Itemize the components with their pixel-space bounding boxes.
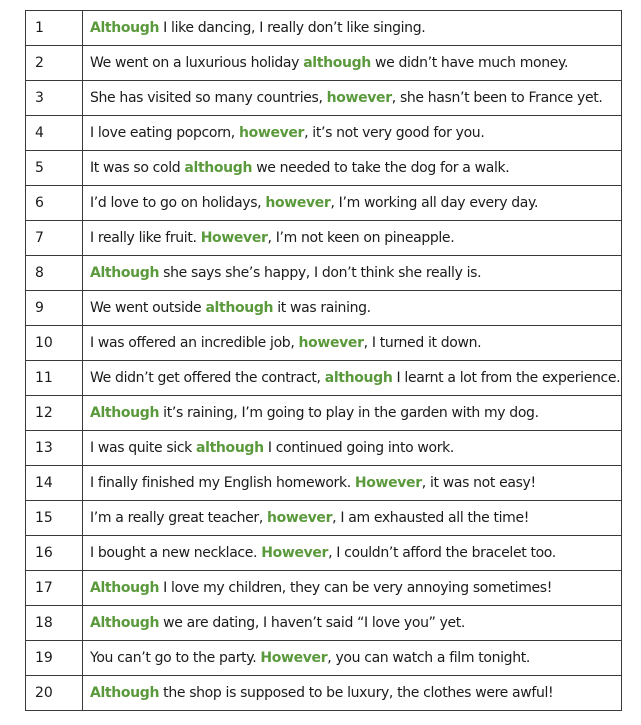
- row-number: 20: [26, 676, 83, 711]
- table-row: [26, 326, 622, 361]
- connector-keyword: although: [184, 159, 253, 176]
- sentence-cell: [83, 256, 622, 291]
- sentence-cell: [83, 116, 622, 151]
- sentence-text: , I am exhausted all the time!: [332, 509, 529, 526]
- connector-keyword: however: [298, 334, 364, 351]
- table-row: [26, 116, 622, 151]
- sentence-text: she says she’s happy, I don’t think she really is.: [159, 264, 482, 281]
- sentence-text: I’d love to go on holidays,: [90, 194, 266, 211]
- sentence-text: I bought a new necklace.: [90, 544, 262, 561]
- table-row: [26, 606, 622, 641]
- sentence-text: I was offered an incredible job,: [90, 334, 299, 351]
- row-number: 8: [26, 256, 83, 291]
- row-number: 12: [26, 396, 83, 431]
- sentence-text: I continued going into work.: [263, 439, 454, 456]
- connector-keyword: Although: [90, 579, 160, 596]
- sentence-cell: [83, 431, 622, 466]
- sentence-text: , you can watch a film tonight.: [327, 649, 530, 666]
- table-row: [26, 641, 622, 676]
- sentence-text: I learnt a lot from the experience.: [392, 369, 621, 386]
- table-row: [26, 431, 622, 466]
- connector-keyword: Although: [90, 404, 160, 421]
- sentence-cell: [83, 466, 622, 501]
- connector-keyword: although: [205, 299, 274, 316]
- row-number: 15: [26, 501, 83, 536]
- row-number: 18: [26, 606, 83, 641]
- table-row: [26, 11, 622, 46]
- connector-keyword: However: [354, 474, 422, 491]
- table-row: [26, 256, 622, 291]
- row-number: 13: [26, 431, 83, 466]
- sentence-text: I’m a really great teacher,: [90, 509, 268, 526]
- sentence-cell: [83, 641, 622, 676]
- connector-keyword: However: [261, 544, 329, 561]
- sentence-cell: [83, 571, 622, 606]
- sentence-text: I love eating popcorn,: [90, 124, 239, 141]
- sentence-text: , I couldn’t afford the bracelet too.: [328, 544, 556, 561]
- sentence-text: I love my children, they can be very annoying sometimes!: [159, 579, 552, 596]
- connector-keyword: however: [239, 124, 305, 141]
- row-number: 3: [26, 81, 83, 116]
- sentence-text: She has visited so many countries,: [90, 89, 327, 106]
- table-row: [26, 501, 622, 536]
- connector-keyword: however: [326, 89, 392, 106]
- connector-keyword: However: [200, 229, 268, 246]
- row-number: 14: [26, 466, 83, 501]
- row-number: 6: [26, 186, 83, 221]
- sentence-text: we are dating, I haven’t said “I love you” yet.: [159, 614, 466, 631]
- sentence-text: , it’s not very good for you.: [304, 124, 485, 141]
- sentence-text: , I turned it down.: [363, 334, 482, 351]
- connector-keyword: although: [196, 439, 264, 456]
- row-number: 10: [26, 326, 83, 361]
- sentence-text: the shop is supposed to be luxury, the clothes were awful!: [159, 684, 554, 701]
- row-number: 17: [26, 571, 83, 606]
- connector-keyword: Although: [90, 684, 160, 701]
- row-number: 11: [26, 361, 83, 396]
- sentence-text: I like dancing, I really don’t like singing.: [159, 19, 426, 36]
- table-row: [26, 46, 622, 81]
- sentence-cell: [83, 186, 622, 221]
- row-number: 16: [26, 536, 83, 571]
- connector-keyword: However: [260, 649, 328, 666]
- sentence-cell: [83, 536, 622, 571]
- connector-keyword: however: [267, 509, 333, 526]
- sentence-text: , I’m not keen on pineapple.: [267, 229, 455, 246]
- worksheet: [25, 10, 622, 711]
- table-row: [26, 361, 622, 396]
- sentence-text: we needed to take the dog for a walk.: [252, 159, 510, 176]
- sentence-text: it was raining.: [273, 299, 371, 316]
- row-number: 2: [26, 46, 83, 81]
- sentence-text: I finally finished my English homework.: [90, 474, 355, 491]
- sentence-table-body: [26, 11, 622, 711]
- sentence-text: We went outside: [90, 299, 206, 316]
- row-number: 9: [26, 291, 83, 326]
- sentence-cell: [83, 326, 622, 361]
- table-row: [26, 466, 622, 501]
- row-number: 1: [26, 11, 83, 46]
- sentence-cell: [83, 396, 622, 431]
- row-number: 7: [26, 221, 83, 256]
- table-row: [26, 676, 622, 711]
- sentence-cell: [83, 501, 622, 536]
- table-row: [26, 396, 622, 431]
- table-row: [26, 291, 622, 326]
- connector-keyword: however: [265, 194, 331, 211]
- row-number: 4: [26, 116, 83, 151]
- sentence-text: It was so cold: [90, 159, 185, 176]
- sentence-text: , it was not easy!: [421, 474, 536, 491]
- connector-keyword: Although: [90, 19, 160, 36]
- sentence-text: I was quite sick: [90, 439, 197, 456]
- sentence-cell: [83, 11, 622, 46]
- sentence-text: we didn’t have much money.: [370, 54, 569, 71]
- table-row: [26, 221, 622, 256]
- table-row: [26, 571, 622, 606]
- connector-keyword: although: [303, 54, 371, 71]
- sentence-cell: [83, 81, 622, 116]
- sentence-text: You can’t go to the party.: [90, 649, 261, 666]
- connector-keyword: although: [324, 369, 393, 386]
- table-row: [26, 186, 622, 221]
- sentence-cell: [83, 221, 622, 256]
- row-number: 19: [26, 641, 83, 676]
- table-row: [26, 151, 622, 186]
- sentence-text: , I’m working all day every day.: [330, 194, 539, 211]
- sentence-text: I really like fruit.: [90, 229, 201, 246]
- sentence-text: it’s raining, I’m going to play in the garden with my dog.: [159, 404, 539, 421]
- sentence-cell: [83, 151, 622, 186]
- sentence-cell: [83, 291, 622, 326]
- connector-keyword: Although: [90, 264, 160, 281]
- sentence-text: We didn’t get offered the contract,: [90, 369, 325, 386]
- sentence-cell: [83, 361, 622, 396]
- connector-keyword: Although: [90, 614, 160, 631]
- row-number: 5: [26, 151, 83, 186]
- sentence-cell: [83, 46, 622, 81]
- table-row: [26, 81, 622, 116]
- sentence-text: , she hasn’t been to France yet.: [391, 89, 603, 106]
- sentence-cell: [83, 606, 622, 641]
- sentence-text: We went on a luxurious holiday: [90, 54, 304, 71]
- sentence-cell: [83, 676, 622, 711]
- table-row: [26, 536, 622, 571]
- sentence-table: [25, 10, 622, 711]
